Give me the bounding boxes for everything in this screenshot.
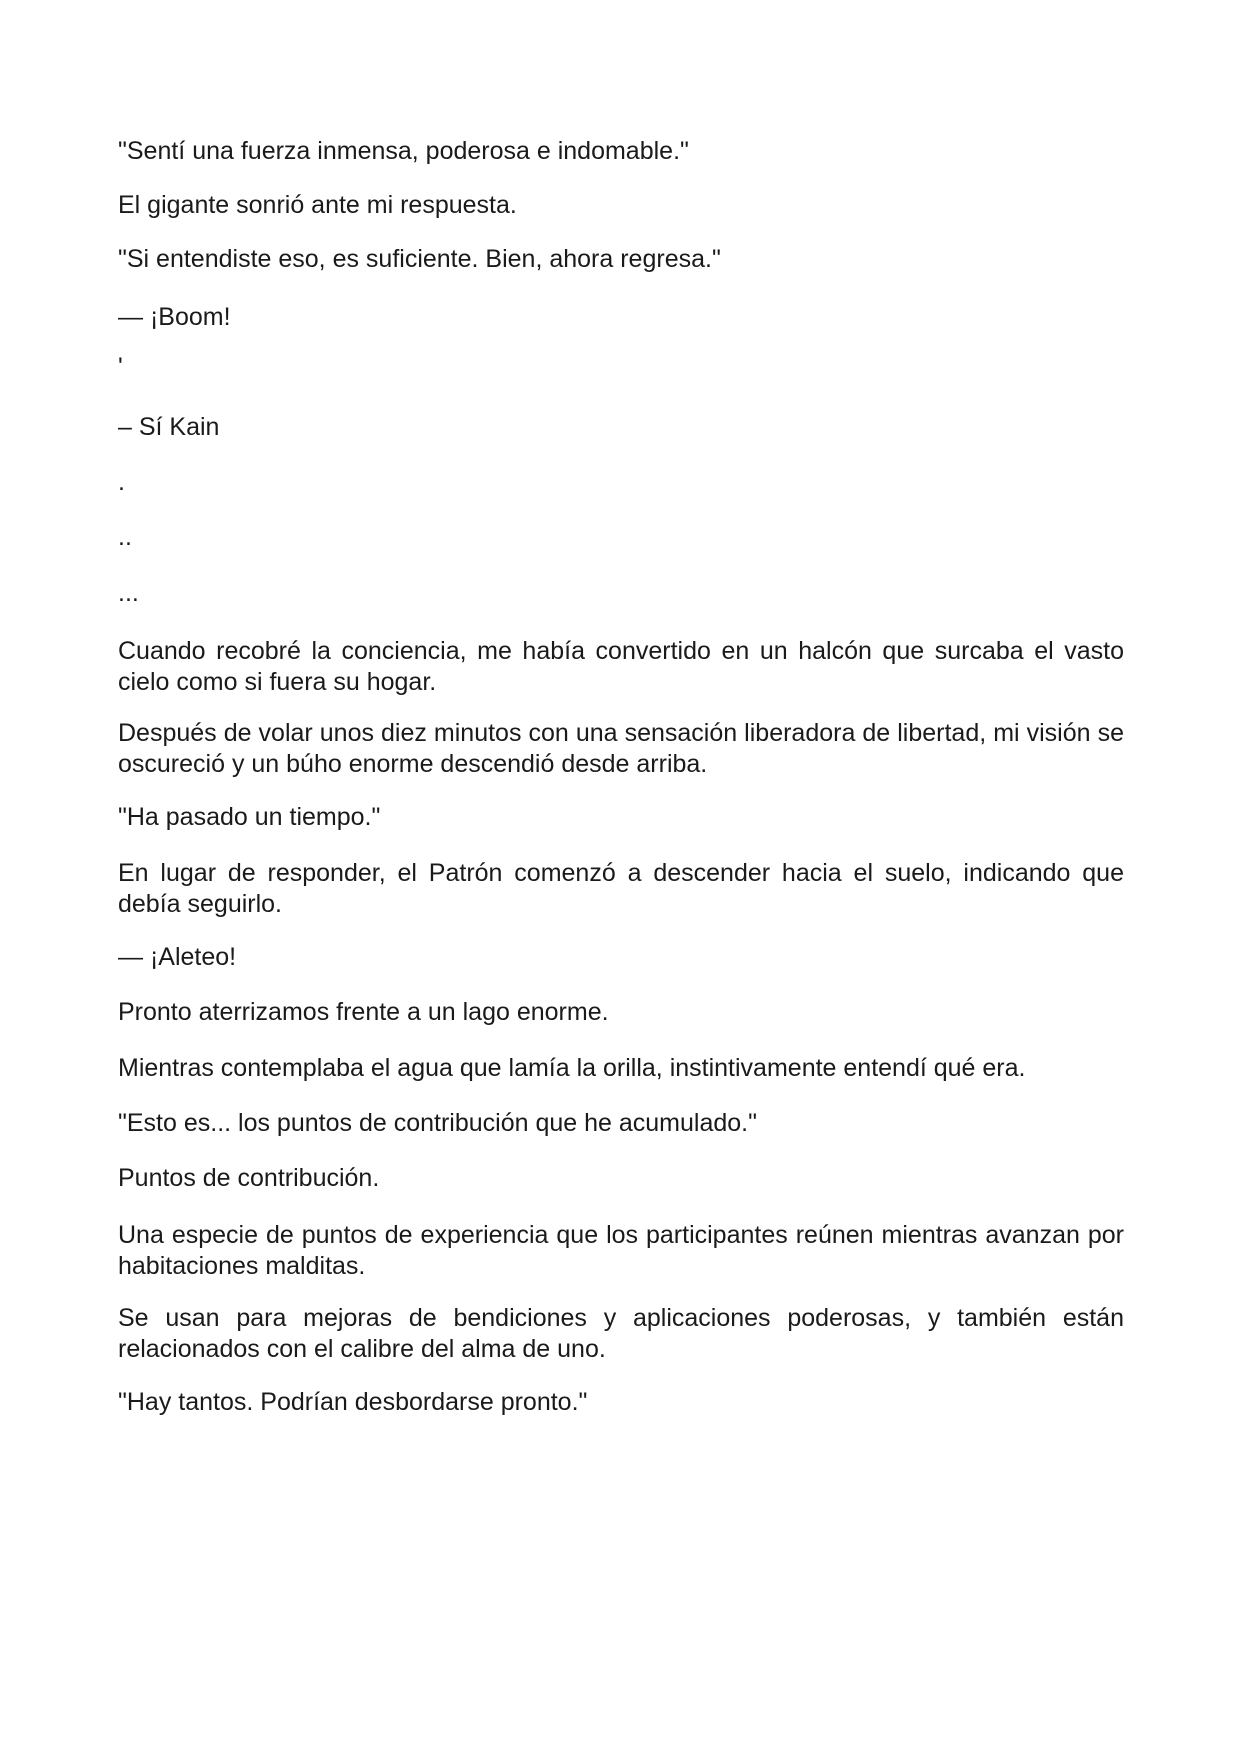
paragraph: — ¡Boom!	[118, 303, 231, 331]
paragraph: El gigante sonrió ante mi respuesta.	[118, 191, 517, 219]
paragraph: En lugar de responder, el Patrón comenzó a descender hacia el suelo, indicando que debía seguirlo.	[118, 859, 1124, 918]
paragraph: — ¡Aleteo!	[118, 943, 237, 971]
paragraph: Después de volar unos diez minutos con una sensación liberadora de libertad, mi visión se oscureció y un búho enorme descendió desde arriba.	[118, 719, 1124, 778]
paragraph: "Ha pasado un tiempo."	[118, 803, 381, 831]
paragraph: ..	[118, 523, 132, 551]
paragraph: Pronto aterrizamos frente a un lago enorme.	[118, 998, 609, 1026]
document-page	[118, 0, 1124, 1754]
paragraph: Mientras contemplaba el agua que lamía la orilla, instintivamente entendí qué era.	[118, 1054, 1026, 1082]
paragraph: "Esto es... los puntos de contribución que he acumulado."	[118, 1109, 757, 1137]
paragraph: Cuando recobré la conciencia, me había convertido en un halcón que surcaba el vasto cielo como si fuera su hogar.	[118, 637, 1124, 696]
paragraph: Se usan para mejoras de bendiciones y aplicaciones poderosas, y también están relacionados con el calibre del alma de uno.	[118, 1304, 1124, 1363]
paragraph: Puntos de contribución.	[118, 1164, 380, 1192]
paragraph: "Sentí una fuerza inmensa, poderosa e indomable."	[118, 137, 689, 165]
paragraph: – Sí Kain	[118, 413, 220, 441]
paragraph: .	[118, 468, 125, 496]
paragraph: "Si entendiste eso, es suficiente. Bien, ahora regresa."	[118, 245, 721, 273]
paragraph: "Hay tantos. Podrían desbordarse pronto."	[118, 1388, 588, 1416]
paragraph: Una especie de puntos de experiencia que los participantes reúnen mientras avanzan por habitaciones malditas.	[118, 1221, 1124, 1280]
paragraph: ...	[118, 579, 139, 607]
paragraph: '	[118, 353, 123, 381]
